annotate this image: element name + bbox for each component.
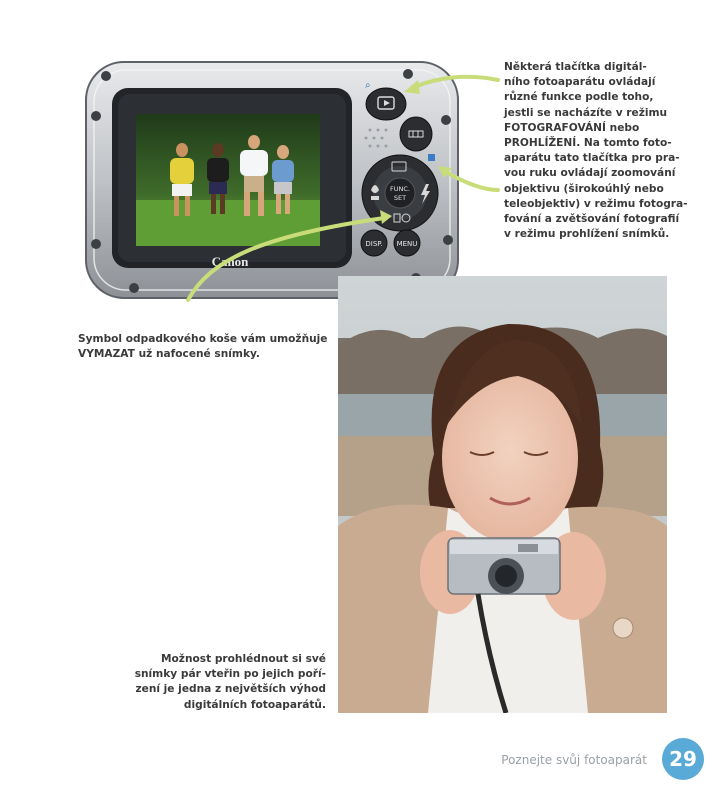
- zoom-out-button[interactable]: [400, 117, 432, 151]
- camera-brand: Canon: [211, 254, 249, 269]
- svg-text:FUNC.: FUNC.: [390, 185, 410, 193]
- disp-button[interactable]: [361, 230, 387, 256]
- review-caption: Možnost prohlédnout si své snímky pár vteřin po jejich poří- zení je jedna z největších výhod digitálních fotoaparátů.: [134, 653, 326, 711]
- trash-caption: Symbol odpadkového koše vám umožňuje VYMAZAT už nafocené snímky.: [78, 333, 328, 361]
- svg-text:DISP.: DISP.: [365, 240, 383, 248]
- footer-section-title: Poznejte svůj fotoaparát: [501, 753, 647, 767]
- func-set-button[interactable]: [385, 178, 415, 208]
- svg-text:MENU: MENU: [396, 240, 418, 248]
- svg-text:SET: SET: [393, 194, 407, 202]
- lcd-screen-photo: [136, 114, 320, 246]
- girl-with-camera-photo: [338, 276, 667, 713]
- menu-button[interactable]: [394, 230, 420, 256]
- playback-button[interactable]: [366, 88, 406, 120]
- buttons-caption: Některá tlačítka digitál- ního fotoaparátu ovládají různé funkce podle toho, jestli se nacházíte v režimu FOTOGRAFOVÁNÍ nebo PROHLÍŽENÍ. Na tomto foto- aparátu tato tlačítka pro pra- vou ruku ovládají zoomování objektivu (širokoúhlý nebo teleobjektiv) v režimu fotogra- fování a zvětšování fotografií v režimu prohlížení snímků.: [504, 61, 688, 241]
- svg-text:⌕: ⌕: [365, 80, 371, 91]
- page-number-badge: 29: [662, 738, 704, 780]
